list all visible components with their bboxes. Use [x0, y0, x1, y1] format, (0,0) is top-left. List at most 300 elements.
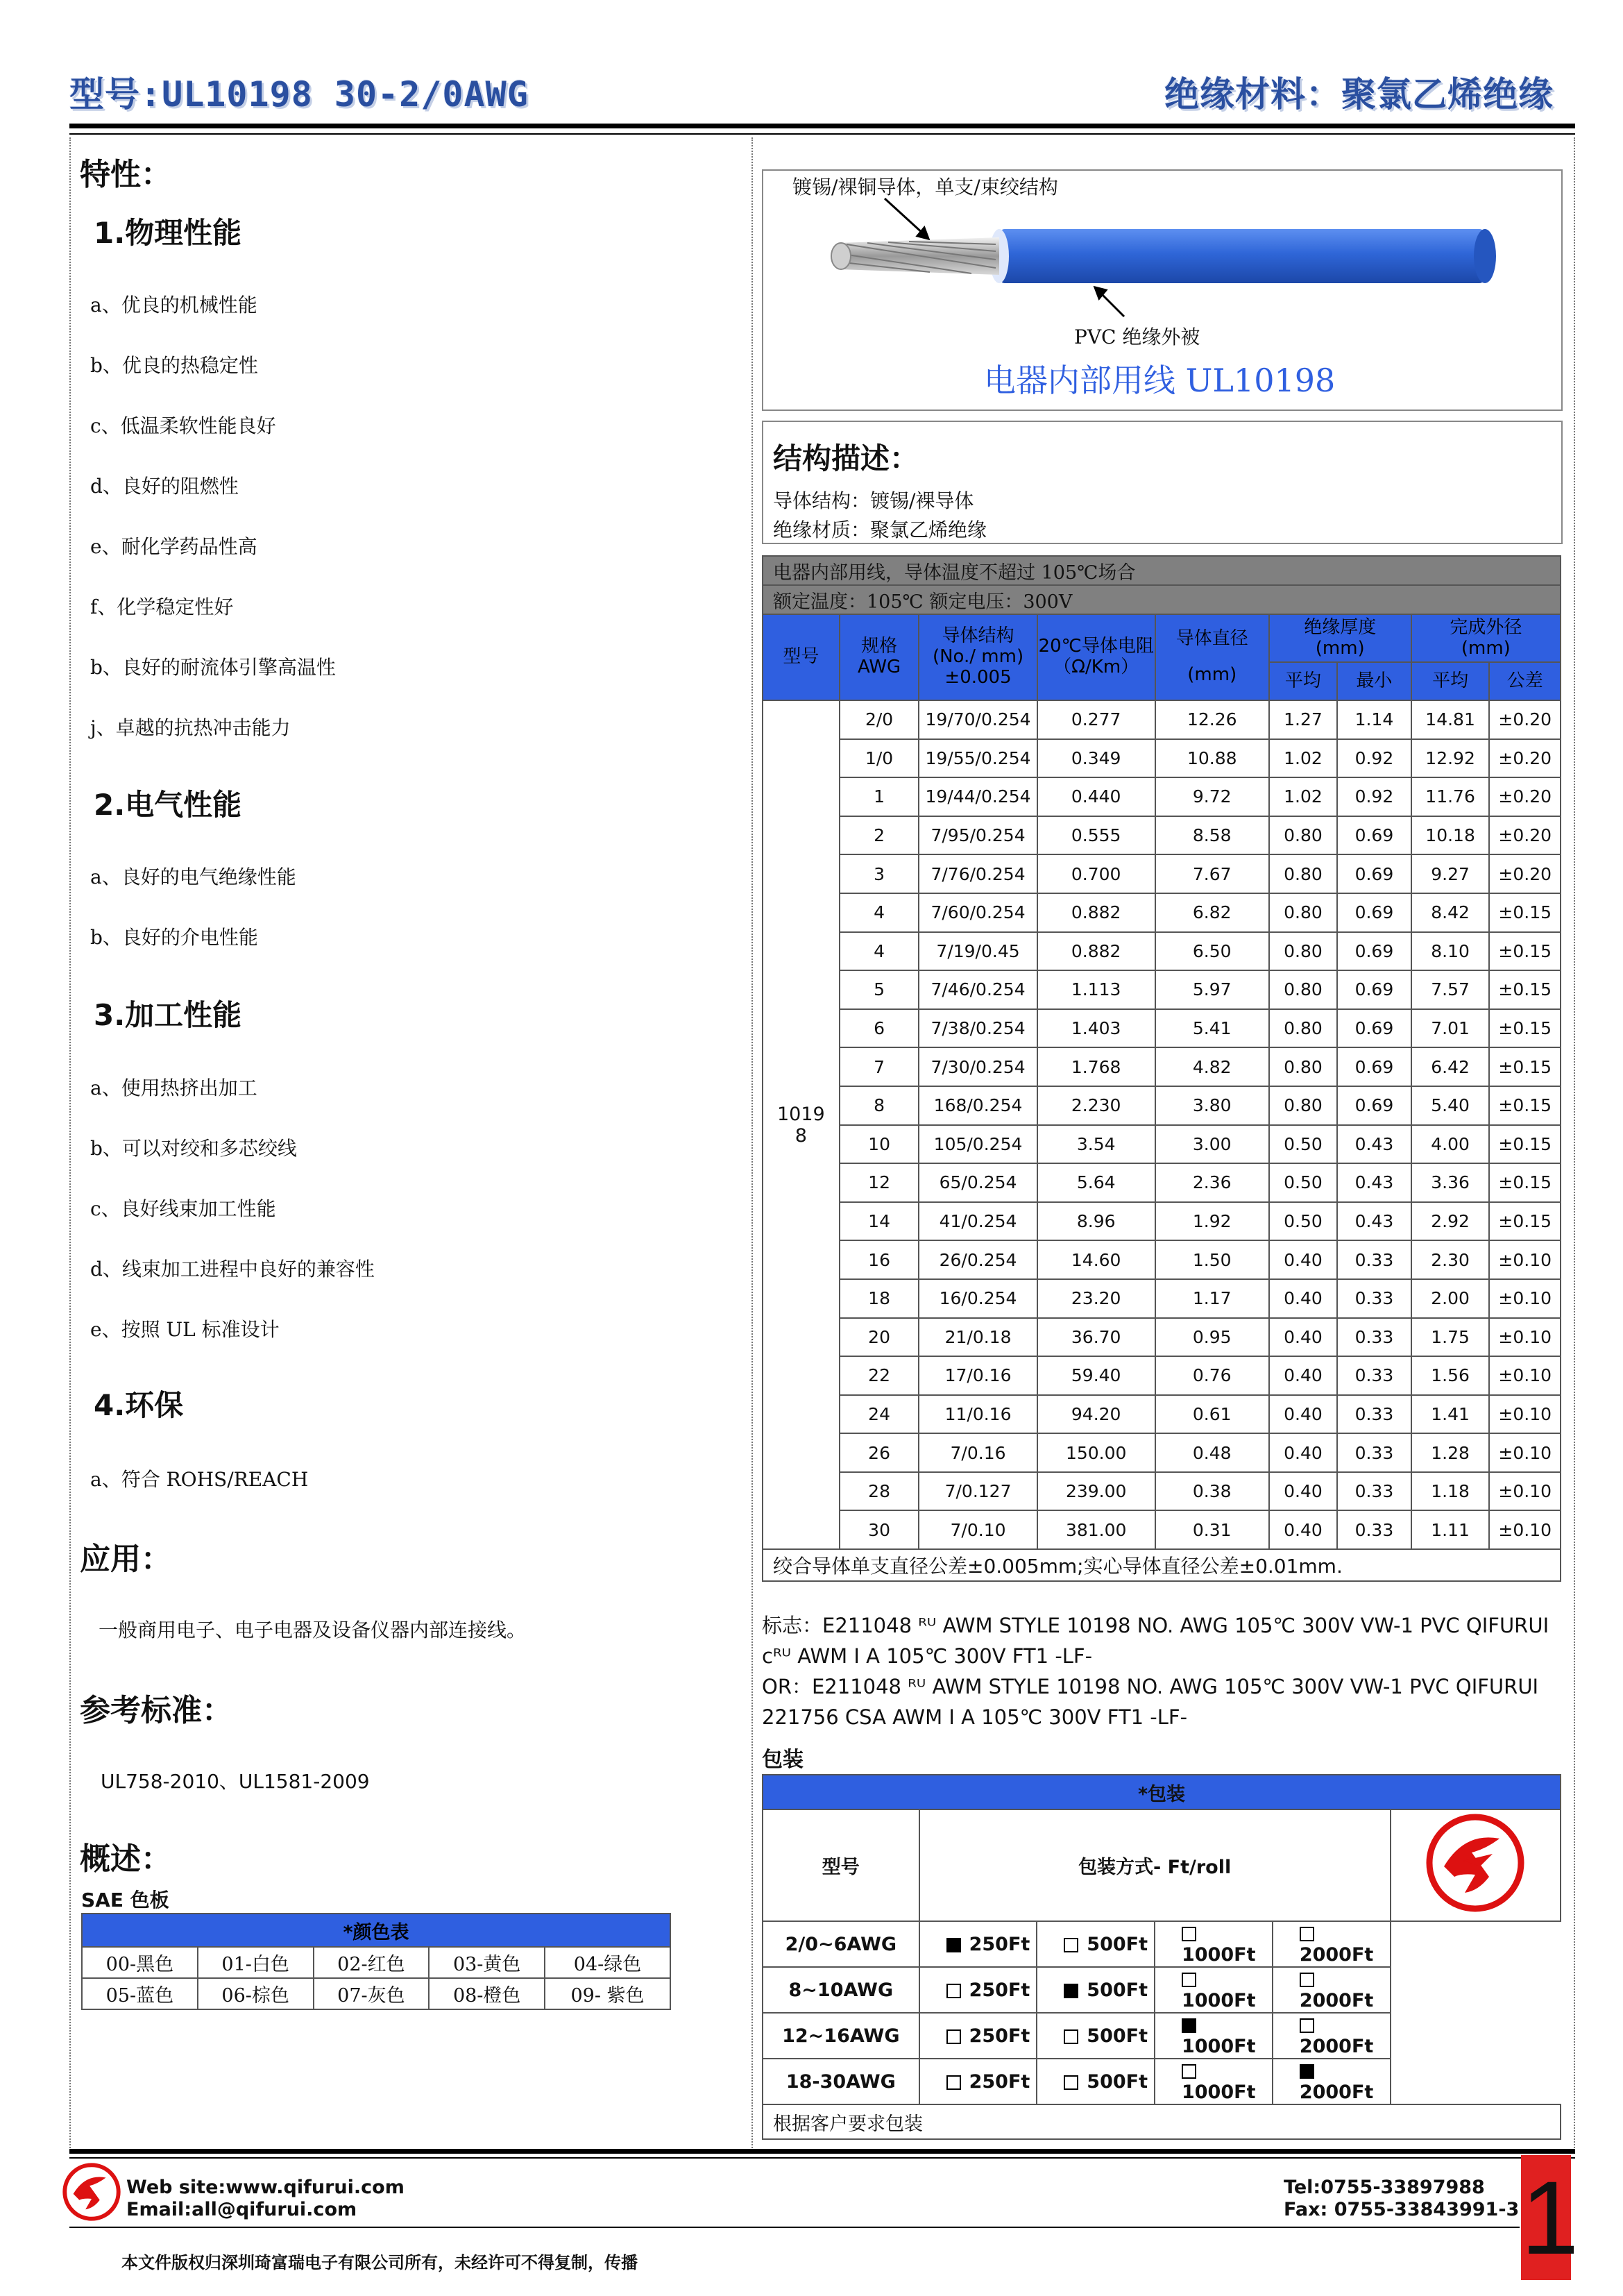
footer-bottom-rule: [69, 2227, 1520, 2228]
table-cell: ±0.20: [1489, 739, 1561, 778]
unchecked-box-icon[interactable]: [1064, 1938, 1078, 1952]
table-cell: 1.14: [1337, 700, 1411, 739]
company-logo-icon: [1423, 1811, 1527, 1915]
table-cell: 0.440: [1037, 777, 1155, 816]
table-cell: 14.60: [1037, 1240, 1155, 1279]
table-cell: 0.43: [1337, 1202, 1411, 1241]
packaging-option-label: 250Ft: [969, 1979, 1030, 2001]
table-cell: 0.69: [1337, 816, 1411, 855]
table-cell: 1.11: [1411, 1510, 1490, 1549]
packaging-option-label: 1000Ft: [1181, 1990, 1256, 2011]
table-cell: 0.80: [1269, 893, 1337, 932]
table-cell: 4: [840, 893, 919, 932]
table-cell: 9.72: [1155, 777, 1269, 816]
table-cell: 0.50: [1269, 1125, 1337, 1164]
table-cell: ±0.20: [1489, 700, 1561, 739]
table-cell: 7: [840, 1047, 919, 1086]
frame-right: [1574, 137, 1575, 2150]
table-cell: 0.33: [1337, 1318, 1411, 1357]
table-cell: 8.10: [1411, 932, 1490, 971]
table-row: [763, 1921, 1561, 1967]
table-cell: 0.92: [1337, 777, 1411, 816]
table-cell: 17/0.16: [919, 1356, 1037, 1395]
packaging-option-label: 500Ft: [1087, 2070, 1148, 2093]
color-table: [81, 1913, 671, 2010]
table-cell: ±0.15: [1489, 1125, 1561, 1164]
color-cell: 01-白色: [198, 1947, 314, 1978]
table-row: [763, 1086, 1561, 1125]
table-row: [82, 1978, 670, 2009]
packaging-option[interactable]: [1037, 2013, 1155, 2059]
section-heading-environment: 4.环保: [94, 1388, 184, 1422]
packaging-option[interactable]: [1037, 2059, 1155, 2104]
footer-fax: Fax: 0755-33843991-3: [1284, 2199, 1520, 2220]
table-cell: 18: [840, 1279, 919, 1318]
table-cell: 7/76/0.254: [919, 854, 1037, 893]
marking-line-4: 221756 CSA AWM I A 105℃ 300V FT1 -LF-: [762, 1705, 1188, 1729]
packaging-table: [762, 1774, 1561, 2140]
table-cell: 7/38/0.254: [919, 1009, 1037, 1048]
table-cell: 0.48: [1155, 1433, 1269, 1472]
table-cell: 0.43: [1337, 1163, 1411, 1202]
table-cell: 2.00: [1411, 1279, 1490, 1318]
application-title: 应用：: [80, 1542, 171, 1577]
packaging-option-label: 1000Ft: [1181, 2036, 1256, 2057]
table-row: [763, 1047, 1561, 1086]
table-cell: 16/0.254: [919, 1279, 1037, 1318]
table-cell: 1.113: [1037, 970, 1155, 1009]
table-cell: 0.69: [1337, 1047, 1411, 1086]
packaging-option-label: 500Ft: [1087, 1979, 1148, 2001]
table-cell: 19/44/0.254: [919, 777, 1037, 816]
table-cell: ±0.15: [1489, 1202, 1561, 1241]
table-cell: 26: [840, 1433, 919, 1472]
packaging-option-label: 1000Ft: [1181, 1944, 1256, 1966]
unchecked-box-icon[interactable]: [1300, 2018, 1314, 2033]
color-cell: 09- 紫色: [545, 1978, 670, 2009]
feature-item: j、卓越的抗热冲击能力: [90, 716, 291, 739]
company-logo-cell: [1391, 1809, 1561, 1921]
table-row: [763, 2013, 1561, 2059]
table-cell: 0.33: [1337, 1433, 1411, 1472]
table-cell: 0.40: [1269, 1472, 1337, 1511]
checked-box-icon[interactable]: [1300, 2064, 1314, 2079]
model-cell: 1019 8: [763, 700, 840, 1549]
packaging-option-label: 2000Ft: [1299, 1990, 1374, 2011]
packaging-option-label: 2000Ft: [1299, 2036, 1374, 2057]
table-cell: 0.69: [1337, 893, 1411, 932]
footer-tel: Tel:0755-33897988: [1284, 2177, 1485, 2198]
table-cell: 10: [840, 1125, 919, 1164]
packaging-option[interactable]: [1273, 1967, 1391, 2013]
table-row: [763, 1395, 1561, 1434]
table-cell: 0.69: [1337, 1009, 1411, 1048]
table-cell: 0.80: [1269, 970, 1337, 1009]
table-cell: ±0.15: [1489, 932, 1561, 971]
table-cell: 16: [840, 1240, 919, 1279]
conductor-label: 镀锡/裸铜导体，单支/束绞结构: [792, 176, 1058, 199]
diagram-caption: 电器内部用线 UL10198: [984, 362, 1336, 399]
table-cell: 0.95: [1155, 1318, 1269, 1357]
table-cell: 19/55/0.254: [919, 739, 1037, 778]
table-cell: 0.33: [1337, 1472, 1411, 1511]
table-cell: 21/0.18: [919, 1318, 1037, 1357]
packaging-option-label: 500Ft: [1087, 1933, 1148, 1955]
table-cell: 0.700: [1037, 854, 1155, 893]
footer-email[interactable]: Email:all@qifurui.com: [126, 2199, 357, 2220]
packaging-option[interactable]: [1273, 2013, 1391, 2059]
spec-table: [762, 555, 1561, 1582]
table-cell: 7/30/0.254: [919, 1047, 1037, 1086]
table-cell: 0.40: [1269, 1356, 1337, 1395]
col-diameter-line2: (mm): [1187, 664, 1237, 685]
table-cell: 8: [840, 1086, 919, 1125]
table-cell: 0.38: [1155, 1472, 1269, 1511]
unchecked-box-icon[interactable]: [1300, 1973, 1314, 1987]
packaging-model: 2/0~6AWG: [763, 1921, 919, 1967]
table-cell: 0.43: [1337, 1125, 1411, 1164]
structure-conductor: 导体结构：镀锡/裸导体: [773, 489, 974, 512]
col-od-tol: 公差: [1489, 662, 1561, 700]
packaging-model: 12~16AWG: [763, 2013, 919, 2059]
color-cell: 05-蓝色: [82, 1978, 198, 2009]
table-cell: 94.20: [1037, 1395, 1155, 1434]
table-row: [763, 1202, 1561, 1241]
unchecked-box-icon[interactable]: [946, 2075, 961, 2090]
table-cell: 0.80: [1269, 816, 1337, 855]
table-cell: 2.230: [1037, 1086, 1155, 1125]
table-row: [763, 777, 1561, 816]
table-cell: 5.40: [1411, 1086, 1490, 1125]
color-cell: 00-黑色: [82, 1947, 198, 1978]
table-cell: 7/46/0.254: [919, 970, 1037, 1009]
col-insulation: 绝缘厚度 (mm): [1269, 614, 1411, 662]
table-cell: 1: [840, 777, 919, 816]
table-cell: 0.31: [1155, 1510, 1269, 1549]
table-cell: 11.76: [1411, 777, 1490, 816]
table-row: [763, 739, 1561, 778]
footer-rule-thin: [69, 2157, 1575, 2159]
table-cell: 1.02: [1269, 739, 1337, 778]
checked-box-icon[interactable]: [1182, 2018, 1196, 2033]
table-cell: 0.80: [1269, 1009, 1337, 1048]
packaging-option[interactable]: [1037, 1967, 1155, 2013]
table-cell: 0.40: [1269, 1395, 1337, 1434]
footer-logo-icon: [61, 2161, 122, 2222]
table-row: [763, 854, 1561, 893]
marking-line-3: OR：E211048 ᴿᵁ AWM STYLE 10198 NO. AWG 105℃ 300V VW-1 PVC QIFURUI: [762, 1675, 1539, 1698]
table-cell: 0.69: [1337, 854, 1411, 893]
feature-item: b、优良的热稳定性: [90, 354, 258, 377]
table-cell: 0.80: [1269, 1086, 1337, 1125]
packaging-option-label: 2000Ft: [1299, 1944, 1374, 1966]
table-row: [763, 1240, 1561, 1279]
table-cell: 239.00: [1037, 1472, 1155, 1511]
marking-line-1: 标志：E211048 ᴿᵁ AWM STYLE 10198 NO. AWG 105℃ 300V VW-1 PVC QIFURUI: [762, 1614, 1549, 1637]
table-cell: 0.349: [1037, 739, 1155, 778]
table-cell: 1.17: [1155, 1279, 1269, 1318]
table-cell: ±0.15: [1489, 1009, 1561, 1048]
table-cell: 26/0.254: [919, 1240, 1037, 1279]
table-cell: ±0.15: [1489, 1047, 1561, 1086]
section-heading-processing: 3.加工性能: [94, 998, 242, 1032]
packaging-option[interactable]: [919, 2013, 1037, 2059]
table-cell: 3: [840, 854, 919, 893]
table-cell: 8.96: [1037, 1202, 1155, 1241]
table-cell: ±0.15: [1489, 1163, 1561, 1202]
table-row: [763, 816, 1561, 855]
table-cell: 24: [840, 1395, 919, 1434]
table-cell: 20: [840, 1318, 919, 1357]
table-cell: 1.02: [1269, 777, 1337, 816]
table-cell: 0.50: [1269, 1163, 1337, 1202]
table-cell: 1.28: [1411, 1433, 1490, 1472]
table-cell: 3.80: [1155, 1086, 1269, 1125]
features-title: 特性：: [80, 157, 171, 192]
packaging-option-label: 500Ft: [1087, 2025, 1148, 2047]
table-cell: 0.882: [1037, 893, 1155, 932]
standard-title: 参考标准：: [80, 1693, 232, 1728]
color-cell: 06-棕色: [198, 1978, 314, 2009]
table-cell: ±0.20: [1489, 854, 1561, 893]
table-cell: 7/0.16: [919, 1433, 1037, 1472]
feature-item: f、化学稳定性好: [90, 596, 234, 618]
packaging-option[interactable]: [919, 1967, 1037, 2013]
table-cell: 4.00: [1411, 1125, 1490, 1164]
table-cell: 1.92: [1155, 1202, 1269, 1241]
col-resistance-line2: （Ω/Km）: [1053, 657, 1139, 677]
table-row: [763, 1356, 1561, 1395]
table-cell: 30: [840, 1510, 919, 1549]
header-rule-thin: [69, 133, 1575, 135]
unchecked-box-icon[interactable]: [1182, 1927, 1196, 1941]
table-cell: 8.42: [1411, 893, 1490, 932]
spec-footnote: 绞合导体单支直径公差±0.005mm;实心导体直径公差±0.01mm.: [763, 1549, 1561, 1581]
unchecked-box-icon[interactable]: [1182, 1973, 1196, 1987]
feature-item: b、良好的介电性能: [90, 926, 258, 949]
table-cell: 3.00: [1155, 1125, 1269, 1164]
table-cell: 0.40: [1269, 1318, 1337, 1357]
table-cell: 0.33: [1337, 1395, 1411, 1434]
model-title: 型号:UL10198 30-2/0AWG: [69, 74, 529, 115]
table-cell: 6.42: [1411, 1047, 1490, 1086]
color-cell: 07-灰色: [314, 1978, 430, 2009]
table-cell: 2.30: [1411, 1240, 1490, 1279]
header-rule: [69, 124, 1575, 128]
table-cell: 0.69: [1337, 1086, 1411, 1125]
application-text: 一般商用电子、电子电器及设备仪器内部连接线。: [99, 1619, 527, 1641]
packaging-option[interactable]: [1155, 2013, 1273, 2059]
table-cell: 7.01: [1411, 1009, 1490, 1048]
table-cell: ±0.10: [1489, 1433, 1561, 1472]
packaging-col-method: 包装方式- Ft/roll: [919, 1809, 1391, 1921]
feature-item: e、耐化学药品性高: [90, 535, 257, 558]
table-cell: 1.27: [1269, 700, 1337, 739]
table-cell: 7/95/0.254: [919, 816, 1037, 855]
footer-rule: [69, 2149, 1575, 2154]
col-resistance-line1: 20℃导体电阻: [1038, 636, 1154, 657]
sae-label: SAE 色板: [81, 1889, 169, 1911]
table-cell: 0.69: [1337, 970, 1411, 1009]
packaging-option-label: 250Ft: [969, 1933, 1030, 1955]
table-cell: ±0.10: [1489, 1318, 1561, 1357]
unchecked-box-icon[interactable]: [1300, 1927, 1314, 1941]
jacket-end: [1474, 229, 1496, 283]
table-cell: 1.56: [1411, 1356, 1490, 1395]
cable-diagram-box: [762, 169, 1563, 411]
section-heading-physical: 1.物理性能: [94, 216, 242, 250]
table-cell: 36.70: [1037, 1318, 1155, 1357]
footer-website[interactable]: Web site:www.qifurui.com: [126, 2177, 405, 2198]
table-cell: 2: [840, 816, 919, 855]
table-cell: 0.80: [1269, 1047, 1337, 1086]
section-heading-electrical: 2.电气性能: [94, 788, 242, 822]
table-cell: ±0.10: [1489, 1356, 1561, 1395]
packaging-option-label: 250Ft: [969, 2070, 1030, 2093]
packaging-option[interactable]: [919, 2059, 1037, 2104]
spec-note-2: 额定温度：105℃ 额定电压：300V: [763, 585, 1561, 614]
table-cell: 168/0.254: [919, 1086, 1037, 1125]
table-cell: 41/0.254: [919, 1202, 1037, 1241]
table-cell: 0.61: [1155, 1395, 1269, 1434]
structure-title: 结构描述：: [773, 441, 919, 475]
table-cell: 7/19/0.45: [919, 932, 1037, 971]
table-cell: 1.768: [1037, 1047, 1155, 1086]
packaging-note: 根据客户要求包装: [763, 2104, 1561, 2139]
checked-box-icon[interactable]: [1064, 1984, 1078, 1998]
feature-item: c、低温柔软性能良好: [90, 414, 276, 437]
table-cell: 10.88: [1155, 739, 1269, 778]
unchecked-box-icon[interactable]: [1064, 2075, 1078, 2090]
feature-item: a、符合 ROHS/REACH: [90, 1468, 309, 1491]
table-row: [763, 2059, 1561, 2104]
col-ins-min: 最小: [1337, 662, 1411, 700]
feature-item: a、良好的电气绝缘性能: [90, 866, 296, 888]
table-cell: 12.26: [1155, 700, 1269, 739]
unchecked-box-icon[interactable]: [1182, 2064, 1196, 2079]
unchecked-box-icon[interactable]: [946, 1984, 961, 1998]
material-title: 绝缘材料：聚氯乙烯绝缘: [1164, 74, 1554, 115]
table-cell: 12.92: [1411, 739, 1490, 778]
table-cell: 65/0.254: [919, 1163, 1037, 1202]
packaging-option[interactable]: [919, 1921, 1037, 1967]
table-row: [763, 1279, 1561, 1318]
table-cell: 2.92: [1411, 1202, 1490, 1241]
packaging-option[interactable]: [1155, 1967, 1273, 2013]
color-table-header: *颜色表: [82, 1914, 670, 1947]
table-cell: 7.57: [1411, 970, 1490, 1009]
table-cell: 0.40: [1269, 1433, 1337, 1472]
table-row: [763, 970, 1561, 1009]
conductor-end: [831, 243, 851, 269]
table-cell: 0.277: [1037, 700, 1155, 739]
table-cell: 5: [840, 970, 919, 1009]
packaging-option[interactable]: [1155, 1921, 1273, 1967]
table-row: [763, 1163, 1561, 1202]
table-cell: 1/0: [840, 739, 919, 778]
frame-middle: [751, 137, 753, 2150]
col-diameter: [1155, 614, 1269, 700]
table-cell: 8.58: [1155, 816, 1269, 855]
overview-title: 概述：: [80, 1841, 171, 1877]
table-cell: 6.82: [1155, 893, 1269, 932]
color-cell: 02-红色: [314, 1947, 430, 1978]
packaging-model: 18-30AWG: [763, 2059, 919, 2104]
checked-box-icon[interactable]: [946, 1938, 961, 1952]
packaging-title: 包装: [762, 1748, 804, 1772]
table-row: [763, 1472, 1561, 1511]
spec-note-1: 电器内部用线，导体温度不超过 105℃场合: [763, 556, 1561, 585]
table-row: [763, 932, 1561, 971]
table-row: [763, 1967, 1561, 2013]
color-cell: 04-绿色: [545, 1947, 670, 1978]
table-cell: 6: [840, 1009, 919, 1048]
structure-insulation: 绝缘材质：聚氯乙烯绝缘: [773, 518, 987, 541]
table-cell: 14: [840, 1202, 919, 1241]
table-cell: 28: [840, 1472, 919, 1511]
unchecked-box-icon[interactable]: [1064, 2029, 1078, 2044]
table-cell: 23.20: [1037, 1279, 1155, 1318]
feature-item: a、优良的机械性能: [90, 294, 257, 316]
table-cell: ±0.15: [1489, 893, 1561, 932]
table-cell: ±0.15: [1489, 1086, 1561, 1125]
table-cell: 1.41: [1411, 1395, 1490, 1434]
packaging-option[interactable]: [1273, 1921, 1391, 1967]
table-cell: 0.40: [1269, 1240, 1337, 1279]
table-cell: 59.40: [1037, 1356, 1155, 1395]
table-cell: ±0.20: [1489, 777, 1561, 816]
table-cell: 3.54: [1037, 1125, 1155, 1164]
table-cell: 0.80: [1269, 854, 1337, 893]
packaging-option[interactable]: [1155, 2059, 1273, 2104]
packaging-option[interactable]: [1037, 1921, 1155, 1967]
col-outer-diameter: 完成外径 (mm): [1411, 614, 1561, 662]
packaging-option[interactable]: [1273, 2059, 1391, 2104]
table-cell: 9.27: [1411, 854, 1490, 893]
table-cell: 4.82: [1155, 1047, 1269, 1086]
packaging-option-label: 2000Ft: [1299, 2082, 1374, 2103]
table-cell: 0.40: [1269, 1510, 1337, 1549]
col-model: 型号: [763, 614, 840, 700]
col-ins-avg: 平均: [1269, 662, 1337, 700]
unchecked-box-icon[interactable]: [946, 2029, 961, 2044]
table-row: [763, 1318, 1561, 1357]
feature-item: c、良好线束加工性能: [90, 1197, 276, 1220]
table-row: [763, 893, 1561, 932]
table-row: [763, 1009, 1561, 1048]
standard-text: UL758-2010、UL1581-2009: [101, 1770, 370, 1793]
table-cell: 2/0: [840, 700, 919, 739]
frame-left: [69, 137, 71, 2150]
table-cell: 0.882: [1037, 932, 1155, 971]
jacket-label: PVC 绝缘外被: [1074, 326, 1200, 348]
jacket-body: [999, 229, 1485, 283]
table-cell: 3.36: [1411, 1163, 1490, 1202]
table-cell: 6.50: [1155, 932, 1269, 971]
packaging-option-label: 250Ft: [969, 2025, 1030, 2047]
col-awg: 规格 AWG: [840, 614, 919, 700]
table-cell: ±0.20: [1489, 816, 1561, 855]
table-cell: 1.403: [1037, 1009, 1155, 1048]
table-cell: ±0.10: [1489, 1395, 1561, 1434]
table-cell: 0.33: [1337, 1279, 1411, 1318]
table-row: [763, 700, 1561, 739]
feature-item: a、使用热挤出加工: [90, 1077, 257, 1099]
table-cell: 0.80: [1269, 932, 1337, 971]
structure-box: [762, 421, 1563, 544]
feature-item: e、按照 UL 标准设计: [90, 1318, 280, 1341]
table-cell: 5.41: [1155, 1009, 1269, 1048]
